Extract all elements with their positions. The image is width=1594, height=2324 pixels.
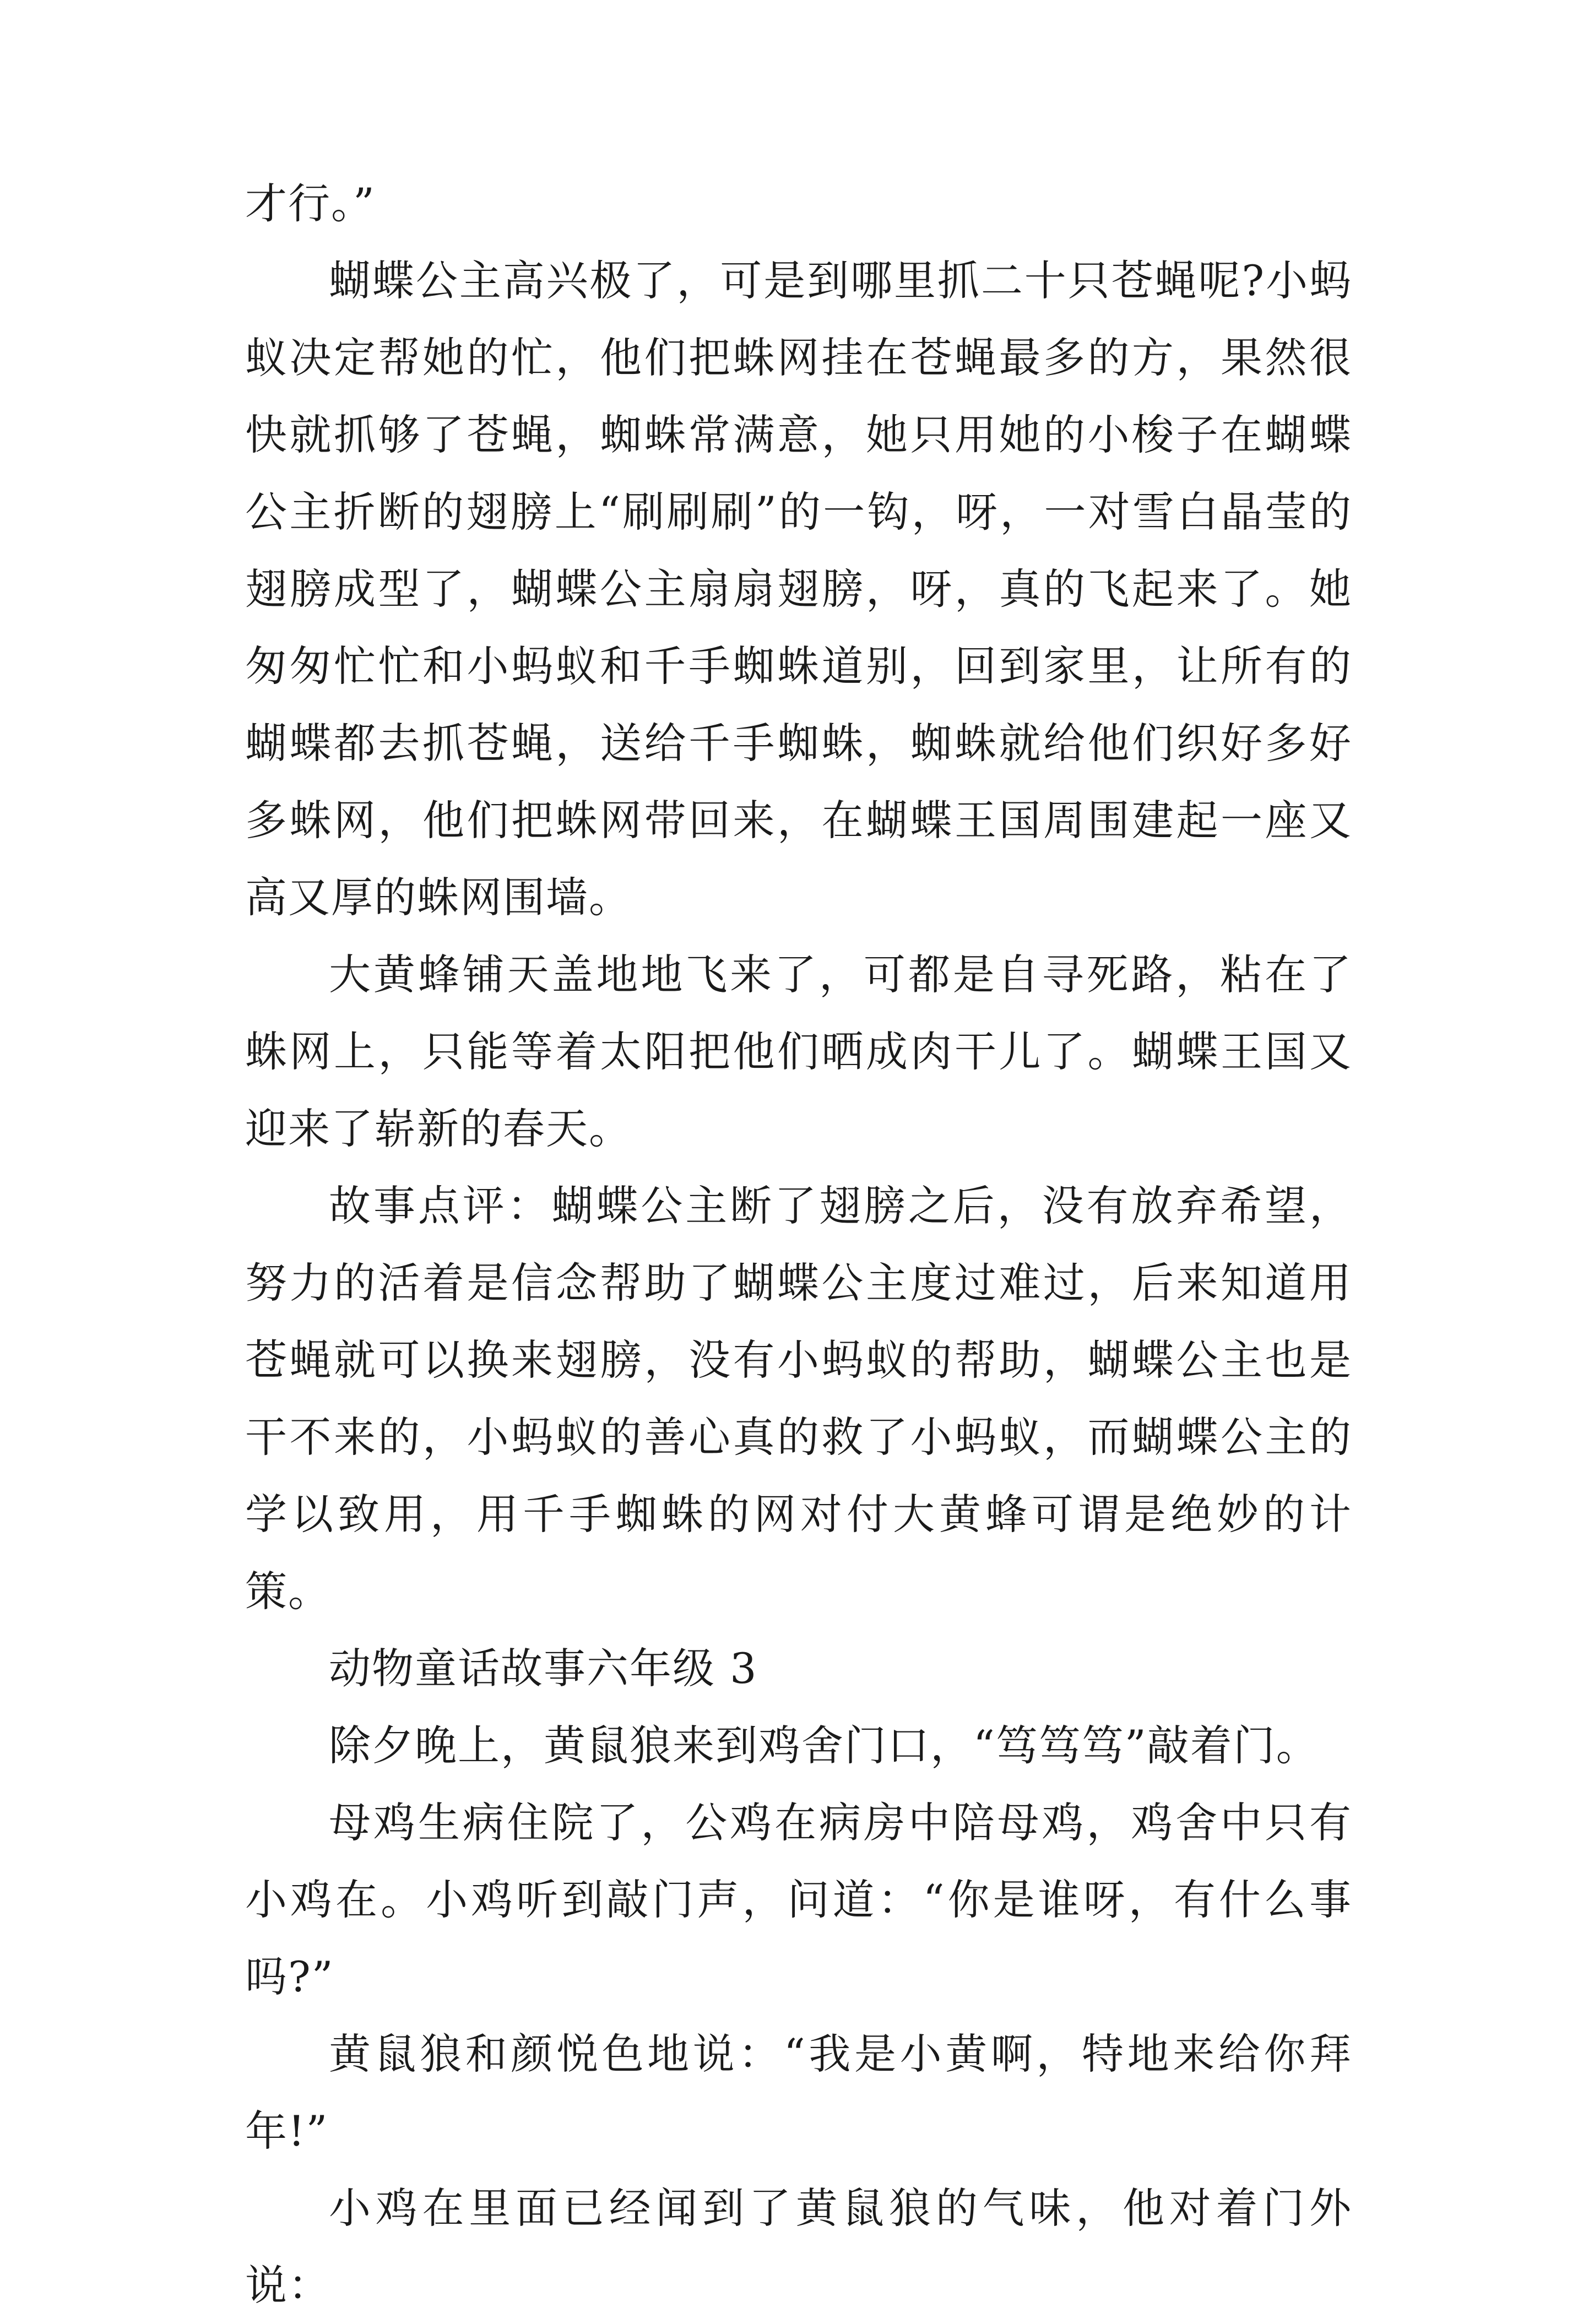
- paragraph: 蝴蝶公主高兴极了，可是到哪里抓二十只苍蝇呢?小蚂蚁决定帮她的忙，他们把蛛网挂在苍蝇最多的方，果然很快就抓够了苍蝇，蜘蛛常满意，她只用她的小梭子在蝴蝶公主折断的翅膀上“刷刷刷”的一钩，呀，一对雪白晶莹的翅膀成型了，蝴蝶公主扇扇翅膀，呀，真的飞起来了。她匆匆忙忙和小蚂蚁和千手蜘蛛道别，回到家里，让所有的蝴蝶都去抓苍蝇，送给千手蜘蛛，蜘蛛就给他们织好多好多蛛网，他们把蛛网带回来，在蝴蝶王国周围建起一座又高又厚的蛛网围墙。: [245, 256, 1352, 922]
- paragraph: 除夕晚上，黄鼠狼来到鸡舍门口，“笃笃笃”敲着门。: [329, 1721, 1319, 1770]
- paragraph: 大黄蜂铺天盖地地飞来了，可都是自寻死路，粘在了蛛网上，只能等着太阳把他们晒成肉干儿了。蝴蝶王国又迎来了崭新的春天。: [245, 950, 1352, 1153]
- document-body: [245, 165, 1352, 2324]
- section-heading: 动物童话故事六年级 3: [329, 1644, 758, 1693]
- paragraph: 小鸡在里面已经闻到了黄鼠狼的气味，他对着门外说：: [245, 2184, 1352, 2310]
- paragraph: 故事点评：蝴蝶公主断了翅膀之后，没有放弃希望，努力的活着是信念帮助了蝴蝶公主度过难过，后来知道用苍蝇就可以换来翅膀，没有小蚂蚁的帮助，蝴蝶公主也是干不来的，小蚂蚁的善心真的救了小蚂蚁，而蝴蝶公主的学以致用，用千手蜘蛛的网对付大黄蜂可谓是绝妙的计策。: [245, 1181, 1352, 1616]
- paragraph: 黄鼠狼和颜悦色地说：“我是小黄啊，特地来给你拜年!”: [245, 2029, 1352, 2155]
- paragraph: 才行。”: [245, 179, 376, 228]
- paragraph: 母鸡生病住院了，公鸡在病房中陪母鸡，鸡舍中只有小鸡在。小鸡听到敲门声，问道：“你是谁呀，有什么事吗?”: [245, 1798, 1352, 2001]
